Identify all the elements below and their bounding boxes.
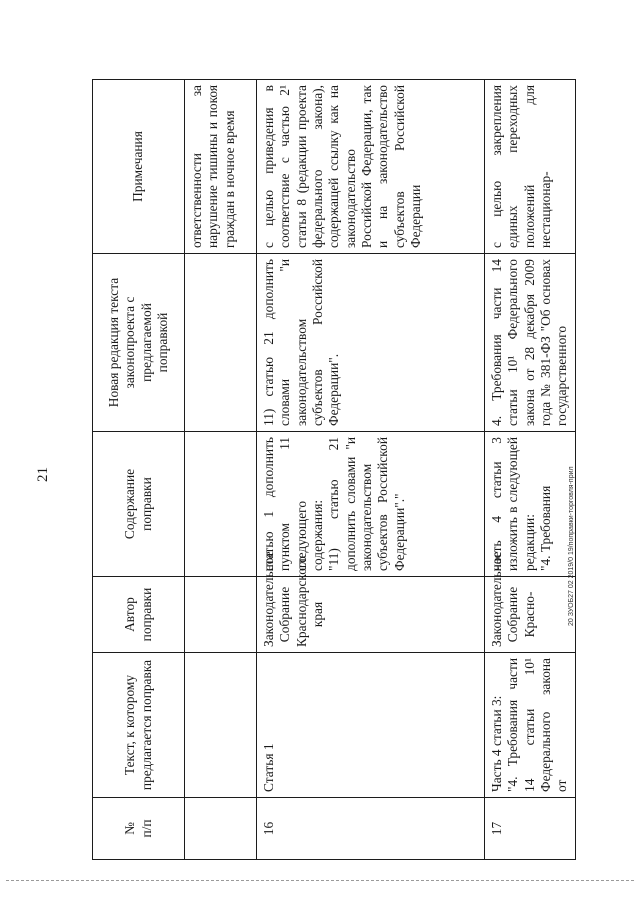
cell-content: статью 1 дополнить пунктом 11 следующего содержания: "11) статью 21 дополнить словами "и законодательством субъектов Российской Федерации"." [257,432,485,577]
header-notes: Примечания [93,80,185,254]
cell-content [185,432,257,577]
page-number: 21 [35,467,51,482]
table-header-row [93,80,185,860]
cell-number [185,798,257,860]
table-row [185,80,257,860]
cell-new-text: 4. Требования части 14 статьи 10¹ Федерального закона от 28 декабря 2009 года № 381-ФЗ "Об основах государственного [485,254,576,432]
amendments-table-container [92,80,568,860]
document-footer-code: 20 ЗУОБ27 02 2019/0 19/поправки-торговля-прил [568,466,575,626]
cell-new-text: 11) статью 21 дополнить словами "и законодательством субъектов Российской Федерации". [257,254,485,432]
cell-text: Статья 1 [257,653,485,798]
cell-author: Законодательное Собрание Красно- [485,577,576,653]
header-number: № п/п [93,798,185,860]
table-row [485,80,576,860]
cell-notes: с целью приведения в соответствие с частью 2¹ статьи 8 (редакции проекта федерального закона), содержащей ссылку как на законодательство Российской Федерации, так и на законодательство субъектов Российской Федерации [257,80,485,254]
table-row [257,80,485,860]
cell-text: Часть 4 статьи 3: "4. Требования части 14 статьи 10¹ Федерального закона от [485,653,576,798]
rotated-table-area [92,80,568,860]
header-author: Автор поправки [93,577,185,653]
cell-text [185,653,257,798]
amendments-table [92,79,576,860]
cell-content: часть 4 статьи 3 изложить в следующей редакции: "4. Требования [485,432,576,577]
cell-author: Законодательное Собрание Краснодарского края [257,577,485,653]
header-content: Содержание поправки [93,432,185,577]
cell-new-text [185,254,257,432]
cell-number: 16 [257,798,485,860]
scan-edge-line [6,880,634,881]
header-text: Текст, к которому предлагается поправка [93,653,185,798]
header-new-text: Новая редакция текста законопроекта с предлагаемой поправкой [93,254,185,432]
cell-author [185,577,257,653]
cell-notes: ответственности за нарушение тишины и покоя граждан в ночное время [185,80,257,254]
cell-number: 17 [485,798,576,860]
cell-notes: с целью закрепления единых переходных положений для нестационар- [485,80,576,254]
